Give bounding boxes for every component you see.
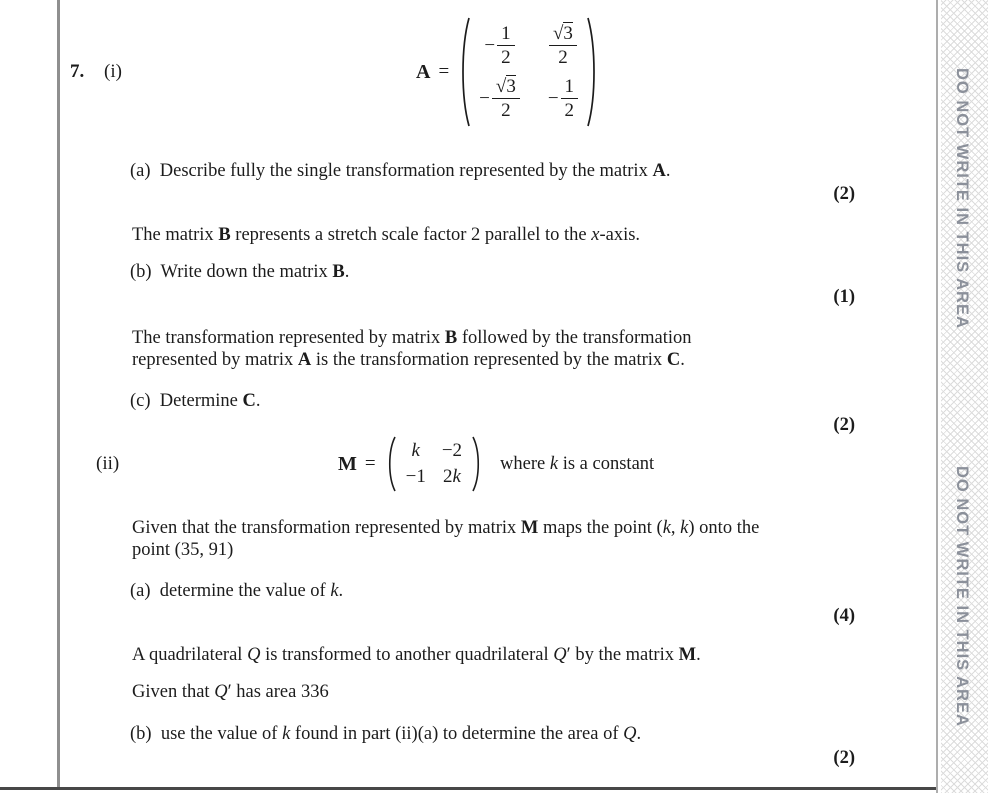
radicand: 3	[563, 23, 573, 44]
radical-sign: √	[552, 23, 564, 44]
minus-sign: −	[484, 34, 496, 56]
left-margin-rule	[57, 0, 60, 790]
matrix-a-entry-22	[548, 76, 578, 121]
part-ii-given-line2: point (35, 91)	[132, 540, 234, 560]
matrix-a-name: A	[416, 60, 431, 83]
matrix-c-intro-line2: represented by matrix A is the transformation represented by the matrix C.	[132, 350, 685, 370]
matrix-m-entry-11: k	[411, 440, 420, 461]
part-ii-label: (ii)	[96, 453, 120, 474]
matrix-a-entries	[471, 23, 586, 121]
marks-part-a: (2)	[833, 184, 855, 204]
fraction	[497, 23, 515, 68]
numerator: 1	[561, 76, 579, 99]
do-not-write-text-bottom: DO NOT WRITE IN THIS AREA	[953, 466, 971, 727]
part-c-prompt: (c) Determine C.	[130, 391, 261, 411]
denominator: 2	[501, 47, 511, 68]
matrix-m-entry-12: −2	[441, 440, 463, 461]
matrix-m-open-paren-icon	[384, 435, 397, 493]
radical-sign: √	[495, 76, 507, 97]
minus-sign: −	[479, 87, 490, 109]
fraction	[561, 76, 579, 121]
page-bottom-rule	[0, 787, 937, 790]
matrix-m-name: M	[338, 452, 357, 475]
equals-sign: =	[364, 453, 376, 474]
denominator: 2	[501, 100, 511, 121]
radicand: 3	[506, 76, 516, 97]
matrix-a-close-paren-icon	[586, 15, 600, 129]
matrix-m	[338, 435, 654, 493]
part-ii-b-prompt: (b) use the value of k found in part (ii)(a) to determine the area of Q.	[130, 724, 642, 744]
marks-part-c: (2)	[833, 415, 855, 435]
part-b-prompt: (b) Write down the matrix B.	[130, 262, 350, 282]
matrix-a-open-paren-icon	[457, 15, 471, 129]
numerator: 1	[497, 23, 515, 46]
matrix-a	[416, 15, 600, 129]
matrix-m-entries	[397, 439, 471, 489]
part-a-prompt: (a) Describe fully the single transformation represented by the matrix A.	[130, 161, 671, 181]
minus-sign: −	[547, 87, 559, 109]
part-ii-a-prompt: (a) determine the value of k.	[130, 581, 344, 601]
marks-part-ii-a: (4)	[833, 606, 855, 626]
matrix-m-entry-21: −1	[405, 466, 426, 487]
part-i-label: (i)	[104, 61, 122, 82]
numerator	[549, 23, 577, 46]
matrix-m-condition: where k is a constant	[500, 453, 655, 474]
denominator: 2	[564, 100, 575, 121]
fraction	[549, 23, 577, 68]
part-ii-given-line1: Given that the transformation represented by matrix M maps the point (k, k) onto the	[132, 518, 760, 538]
marks-part-b: (1)	[833, 287, 855, 307]
do-not-write-text-top: DO NOT WRITE IN THIS AREA	[953, 68, 971, 329]
matrix-c-intro-line1: The transformation represented by matrix B followed by the transformation	[132, 328, 692, 348]
matrix-m-close-paren-icon	[471, 435, 484, 493]
numerator	[492, 76, 520, 99]
sidebar-divider-rule	[936, 0, 938, 793]
marks-part-ii-b: (2)	[833, 748, 855, 768]
matrix-a-entry-11	[484, 23, 514, 68]
given-area-statement: Given that Q′ has area 336	[132, 682, 329, 702]
matrix-b-intro: The matrix B represents a stretch scale factor 2 parallel to the x-axis.	[132, 225, 641, 245]
fraction	[492, 76, 520, 121]
quadrilateral-intro: A quadrilateral Q is transformed to another quadrilateral Q′ by the matrix M.	[132, 645, 701, 665]
equals-sign: =	[438, 61, 450, 82]
denominator: 2	[558, 47, 568, 68]
matrix-a-entry-21	[479, 76, 520, 121]
question-number: 7.	[70, 61, 85, 82]
matrix-a-entry-12	[549, 23, 577, 68]
matrix-m-entry-22: 2k	[442, 466, 461, 487]
